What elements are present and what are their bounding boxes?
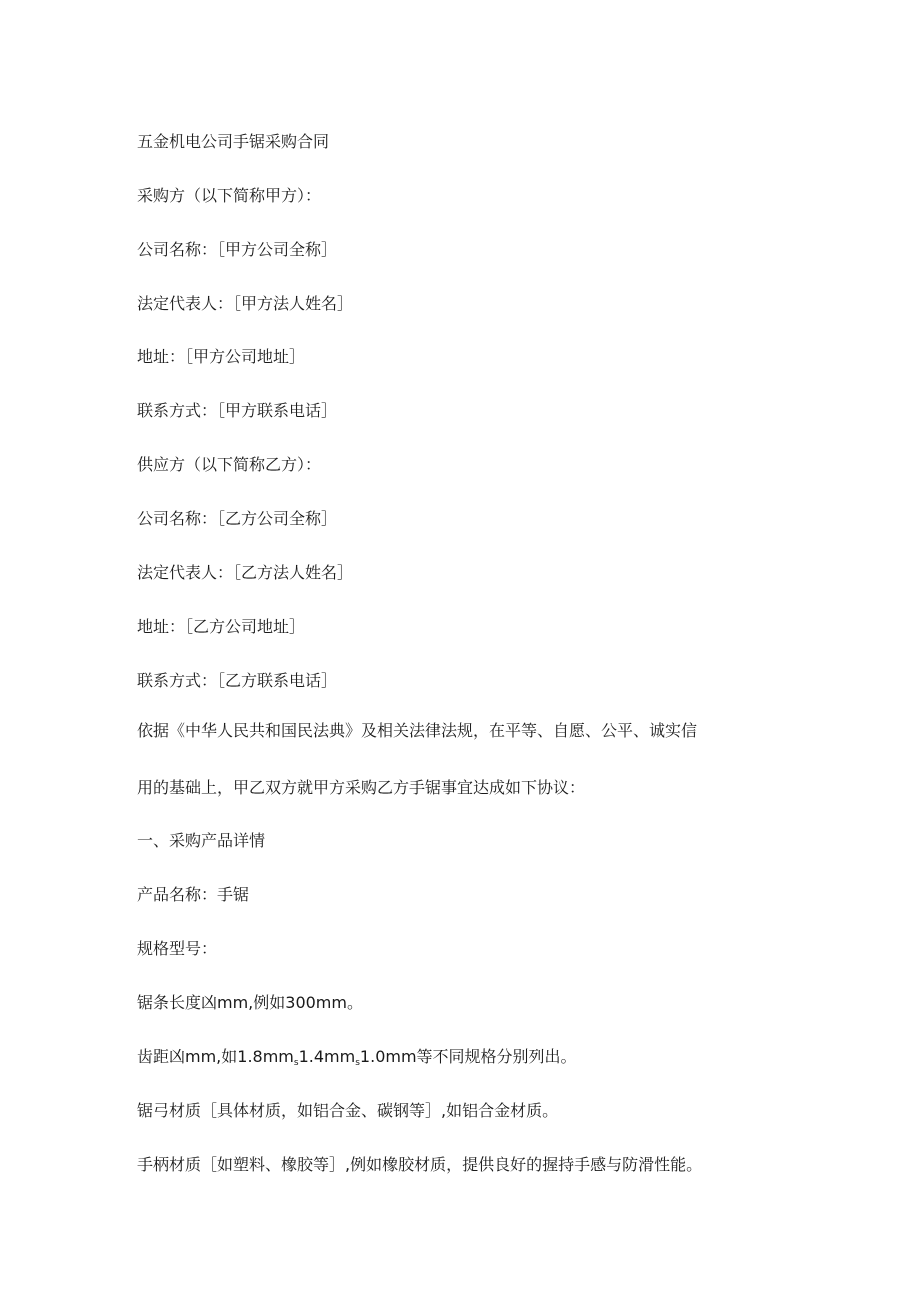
buyer-address: 地址：［甲方公司地址］ (137, 347, 306, 366)
tooth-pitch-part-c: 1.0mm等不同规格分别列出。 (359, 1047, 577, 1066)
preamble-line-2: 用的基础上，甲乙双方就甲方采购乙方手锯事宜达成如下协议： (137, 778, 586, 797)
supplier-heading: 供应方（以下简称乙方）： (137, 455, 322, 474)
tooth-pitch (137, 1046, 577, 1074)
document-title: 五金机电公司手锯采购合同 (137, 132, 330, 151)
handle-material: 手柄材质［如塑料、橡胶等］,例如橡胶材质，提供良好的握持手感与防滑性能。 (137, 1155, 703, 1174)
buyer-contact: 联系方式：［甲方联系电话］ (137, 401, 338, 420)
supplier-company: 公司名称：［乙方公司全称］ (137, 509, 338, 528)
buyer-company: 公司名称：［甲方公司全称］ (137, 240, 338, 259)
product-name: 产品名称：手锯 (137, 885, 250, 904)
tooth-pitch-part-b: 1.4mm (298, 1047, 356, 1066)
tooth-pitch-sub-1: s (293, 1058, 299, 1068)
buyer-heading: 采购方（以下简称甲方）： (137, 186, 322, 205)
frame-material: 锯弓材质［具体材质，如铝合金、碳钢等］,如铝合金材质。 (137, 1101, 559, 1120)
blade-length: 锯条长度凶mm,例如300mm。 (137, 993, 363, 1012)
tooth-pitch-sub-2: s (355, 1058, 360, 1068)
section-1-heading: 一、采购产品详情 (137, 831, 266, 850)
supplier-legal-rep: 法定代表人：［乙方法人姓名］ (137, 563, 354, 582)
supplier-contact: 联系方式：［乙方联系电话］ (137, 671, 338, 690)
tooth-pitch-part-a: 齿距凶mm,如1.8mm (137, 1047, 294, 1066)
supplier-address: 地址：［乙方公司地址］ (137, 617, 306, 636)
buyer-legal-rep: 法定代表人：［甲方法人姓名］ (137, 294, 354, 313)
spec-label: 规格型号： (137, 939, 218, 958)
preamble-line-1: 依据《中华人民共和国民法典》及相关法律法规，在平等、自愿、公平、诚实信 (137, 721, 698, 740)
